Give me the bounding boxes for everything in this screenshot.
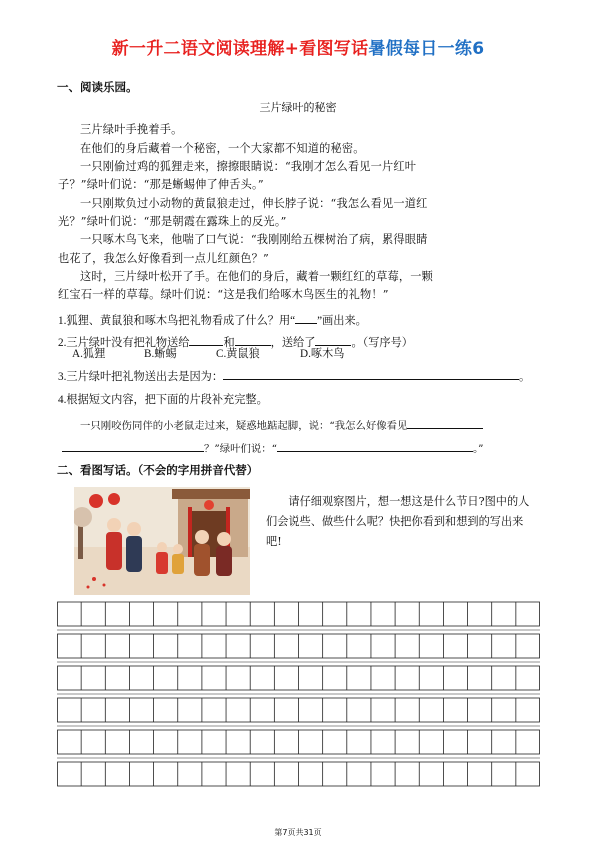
story-line: 三片绿叶手挽着手。 [80,123,183,136]
question-2-part-c: ，送给了 [270,337,316,349]
answer-blank[interactable] [223,367,519,380]
question-3-text: 3.三片绿叶把礼物送出去是因为： [58,371,224,383]
fragment-text-1: 一只刚咬伤同伴的小老鼠走过来，疑惑地踮起脚，说：“我怎么好像看见 [80,420,408,432]
question-1-text: 1.狐狸、黄鼠狼和啄木鸟把礼物看成了什么？用“ [58,315,296,327]
question-2-part-b: 和 [223,337,235,349]
section1-heading: 一、阅读乐园。 [57,80,138,94]
fragment-line-1 [80,416,483,432]
writing-prompt: 请仔细观察图片，想一想这是什么节日?图中的人们会说些、做些什么呢？快把你看到和想到的写出来吧! [266,495,530,548]
story-line: 也花了，我怎么好像看到一点儿红颜色？” [58,252,269,265]
festival-illustration [74,487,250,595]
option-b: B.蜥蜴 [144,348,177,360]
answer-blank[interactable] [277,439,473,452]
question-2-part-d: 。（写序号） [351,337,413,349]
story-line: 一只啄木鸟飞来，他喘了口气说：“我刚刚给五棵树治了病，累得眼睛 [80,233,428,246]
question-1 [58,311,367,328]
page-title [0,34,596,59]
story-line: 一只刚欺负过小动物的黄鼠狼走过，伸长脖子说：“我怎么看见一道红 [80,197,428,210]
question-1-tail: ”画出来。 [317,315,367,327]
story-line: 一只刚偷过鸡的狐狸走来，擦擦眼睛说：“我刚才怎么看见一片红叶 [80,160,417,173]
question-2-part-a: 2.三片绿叶没有把礼物送给 [58,337,190,349]
question-3 [58,367,530,384]
option-d: D.啄木鸟 [300,348,345,360]
fragment-text-3: 。” [472,443,484,455]
story-title: 三片绿叶的秘密 [259,101,337,114]
title-part-1: 新一升二语文 [111,39,216,59]
fragment-text-2: ？”绿叶们说：“ [204,443,277,455]
writing-grid-lines [57,600,540,806]
story-line: 子？”绿叶们说：“那是蜥蜴伸了伸舌头。” [58,178,264,191]
story-line: 红宝石一样的草莓。绿叶们说：“这是我们给啄木鸟医生的礼物！” [58,288,389,301]
title-part-3: 暑假每日一练6 [368,39,485,59]
festival-picture [74,487,250,595]
story-line: 光？”绿叶们说：“那是朝霞在露珠上的反光。” [58,215,287,228]
question-3-end: 。 [519,371,531,383]
title-part-2: 阅读理解+看图写话 [215,39,369,59]
fragment-line-2 [62,439,483,455]
page-footer: 第7页共31页 [274,828,322,837]
question-4: 4.根据短文内容，把下面的片段补充完整。 [58,394,268,406]
option-a: A.狐狸 [72,348,106,360]
story-line: 这时，三片绿叶松开了手。在他们的身后，藏着一颗红红的草莓，一颗 [80,270,434,283]
answer-blank[interactable] [295,311,317,324]
option-c: C.黄鼠狼 [216,348,260,360]
writing-grid[interactable] [57,600,540,810]
answer-blank[interactable] [62,439,204,452]
story-line: 在他们的身后藏着一个秘密，一个大家都不知道的秘密。 [80,142,365,155]
section2-heading: 二、看图写话。（不会的字用拼音代替） [57,463,259,477]
answer-blank[interactable] [407,416,483,429]
